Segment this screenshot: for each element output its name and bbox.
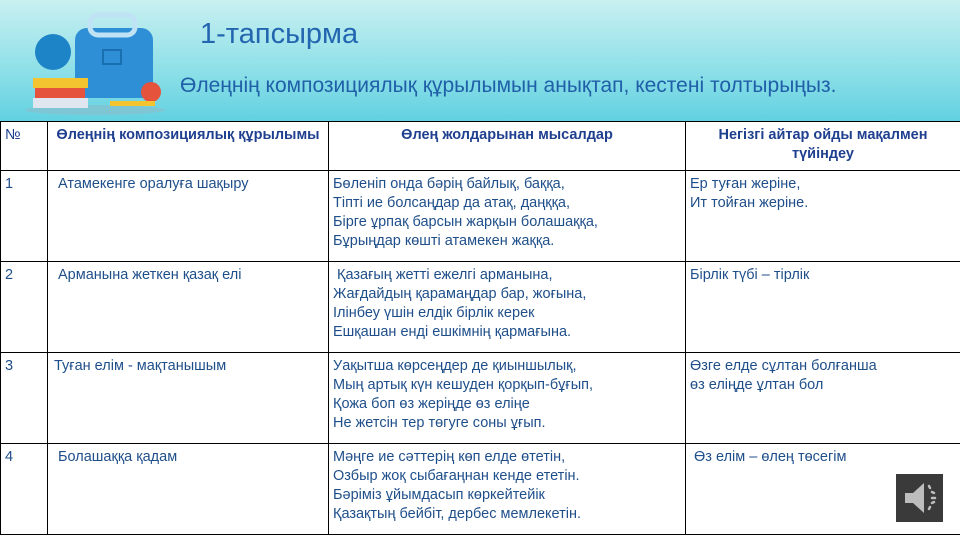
poem-line: Озбыр жоқ сыбағаңнан кенде ететін. bbox=[333, 468, 580, 484]
row-number: 1 bbox=[1, 171, 48, 262]
proverb-cell bbox=[686, 262, 960, 353]
poem-structure-table bbox=[0, 121, 960, 535]
school-supplies-illustration bbox=[15, 10, 175, 115]
examples-cell bbox=[329, 353, 686, 444]
poem-line: Қожа боп өз жеріңде өз еліңе bbox=[333, 396, 530, 412]
column-header-structure: Өлеңнің композициялық құрылымы bbox=[48, 122, 329, 171]
speaker-icon bbox=[900, 478, 940, 518]
row-number: 2 bbox=[1, 262, 48, 353]
audio-button[interactable] bbox=[896, 474, 943, 522]
poem-line: Бірге ұрпақ барсын жарқын болашаққа, bbox=[333, 214, 598, 230]
poem-line: Мың артық күн кешуден қорқып-бұғып, bbox=[333, 377, 594, 393]
table-row bbox=[1, 353, 960, 444]
examples-cell bbox=[329, 444, 686, 535]
column-header-number: № bbox=[1, 122, 48, 171]
poem-line: Қазақтың бейбіт, дербес мемлекетін. bbox=[333, 506, 582, 522]
row-number: 3 bbox=[1, 353, 48, 444]
poem-line: Қазағың жетті ежелгі арманына, bbox=[333, 267, 553, 283]
proverb-line: Өз елім – өлең төсегім bbox=[690, 449, 847, 465]
structure-cell: Атамекенге оралуға шақыру bbox=[48, 171, 329, 262]
poem-line: Ілінбеу үшін елдік бірлік керек bbox=[333, 305, 535, 321]
table-row bbox=[1, 262, 960, 353]
row-number: 4 bbox=[1, 444, 48, 535]
structure-cell: Арманына жеткен қазақ елі bbox=[48, 262, 329, 353]
proverb-line: Ит тойған жеріне. bbox=[690, 195, 809, 211]
poem-line: Тіпті ие болсаңдар да атақ, даңққа, bbox=[333, 195, 571, 211]
proverb-line: Бірлік түбі – тірлік bbox=[690, 267, 810, 283]
header-banner bbox=[0, 0, 960, 125]
poem-line: Ешқашан енді ешкімнің қармағына. bbox=[333, 324, 572, 340]
structure-cell: Болашаққа қадам bbox=[48, 444, 329, 535]
examples-cell bbox=[329, 171, 686, 262]
proverb-line: Ер туған жеріне, bbox=[690, 176, 801, 192]
examples-cell bbox=[329, 262, 686, 353]
proverb-line: өз еліңде ұлтан бол bbox=[690, 377, 824, 393]
poem-line: Бұрыңдар көшті атамекен жаққа. bbox=[333, 233, 555, 249]
poem-line: Бәріміз ұйымдасып көркейтейік bbox=[333, 487, 545, 503]
structure-cell: Туған елім - мақтанышым bbox=[48, 353, 329, 444]
task-instruction: Өлеңнің композициялық құрылымын анықтап, кестені толтырыңыз. bbox=[180, 74, 837, 97]
poem-line: Мәңге ие сәттерің көп елде өтетін, bbox=[333, 449, 566, 465]
proverb-line: Өзге елде сұлтан болғанша bbox=[690, 358, 877, 374]
table-row bbox=[1, 171, 960, 262]
table-row bbox=[1, 444, 960, 535]
poem-line: Не жетсін тер төгуге соны ұғып. bbox=[333, 415, 546, 431]
page-title: 1-тапсырма bbox=[200, 18, 359, 50]
poem-line: Уақытша көрсеңдер де қиыншылық, bbox=[333, 358, 577, 374]
poem-line: Жағдайдың қарамаңдар бар, жоғына, bbox=[333, 286, 587, 302]
proverb-cell bbox=[686, 353, 960, 444]
table-header-row bbox=[1, 122, 960, 171]
column-header-proverb: Негізгі айтар ойды мақалмен түйіндеу bbox=[686, 122, 960, 171]
proverb-cell bbox=[686, 171, 960, 262]
poem-line: Бөленіп онда бәрің байлық, баққа, bbox=[333, 176, 565, 192]
column-header-examples: Өлең жолдарынан мысалдар bbox=[329, 122, 686, 171]
